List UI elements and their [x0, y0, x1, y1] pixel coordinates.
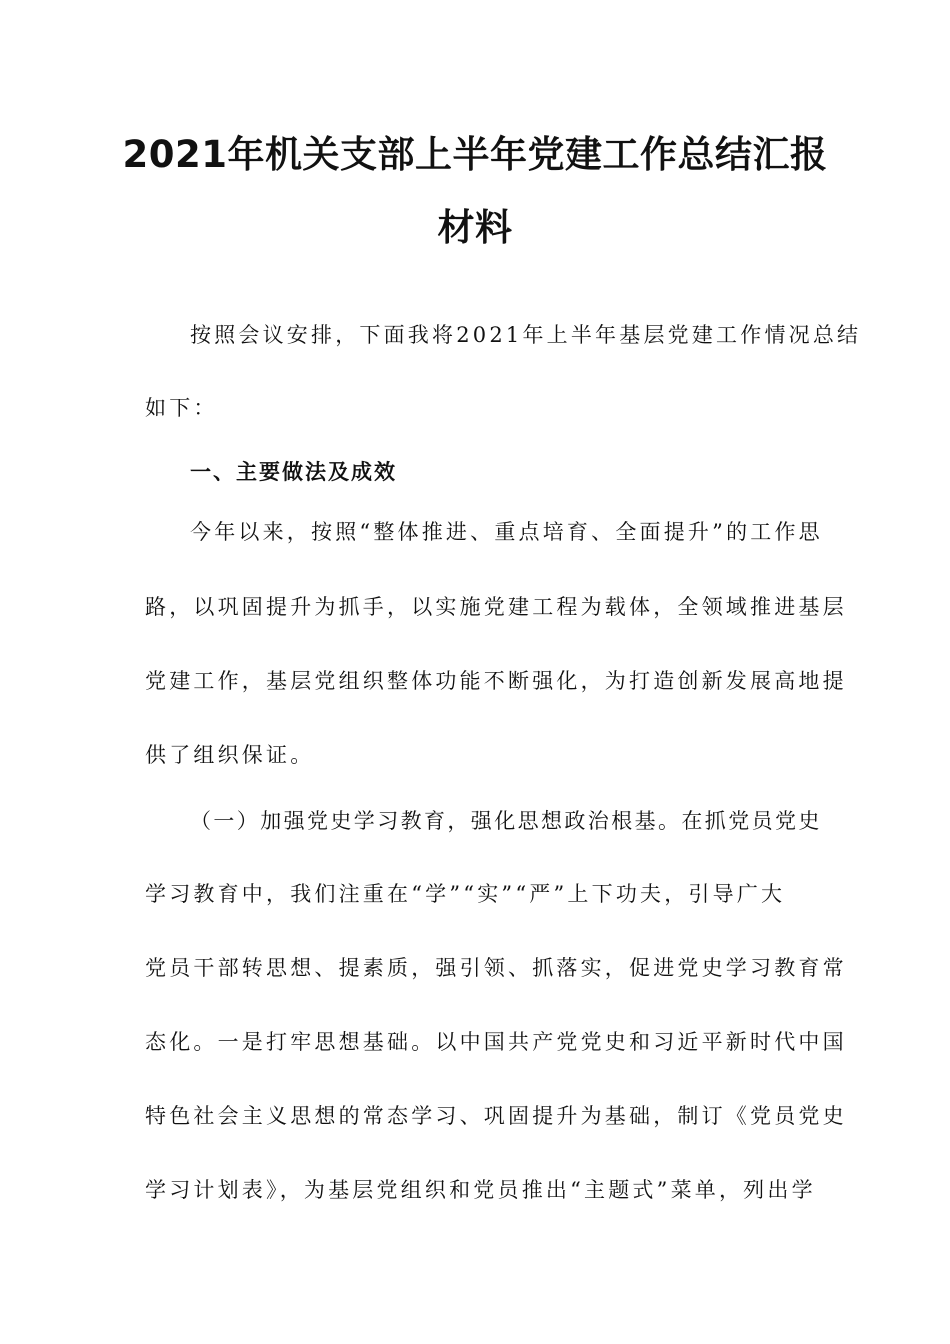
intro-line-2: 如下： — [145, 396, 218, 420]
para1-line-4: 供了组织保证。 — [145, 743, 315, 767]
document-title-line-1: 2021年机关支部上半年党建工作总结汇报 — [122, 133, 828, 176]
section-heading-main-practices: 一、主要做法及成效 — [190, 460, 397, 484]
para1-line-2: 路，以巩固提升为抓手，以实施党建工程为载体，全领域推进基层 — [145, 595, 847, 619]
para1-line-1: 今年以来，按照“整体推进、重点培育、全面提升”的工作思 — [190, 520, 823, 544]
para2-line-4: 态化。一是打牢思想基础。以中国共产党党史和习近平新时代中国 — [145, 1030, 847, 1054]
para2-line-1: （一）加强党史学习教育，强化思想政治根基。在抓党员党史 — [190, 809, 822, 833]
para2-line-3: 党员干部转思想、提素质，强引领、抓落实，促进党史学习教育常 — [145, 956, 847, 980]
para2-line-2: 学习教育中，我们注重在“学”“实”“严”上下功夫，引导广大 — [145, 882, 786, 906]
para1-line-3: 党建工作，基层党组织整体功能不断强化，为打造创新发展高地提 — [145, 669, 847, 693]
para2-line-5: 特色社会主义思想的常态学习、巩固提升为基础，制订《党员党史 — [145, 1104, 847, 1128]
para2-line-6: 学习计划表》，为基层党组织和党员推出“主题式”菜单，列出学 — [145, 1178, 816, 1202]
document-title-line-2: 材料 — [437, 206, 513, 249]
intro-line-1: 按照会议安排，下面我将2021年上半年基层党建工作情况总结 — [190, 323, 862, 347]
